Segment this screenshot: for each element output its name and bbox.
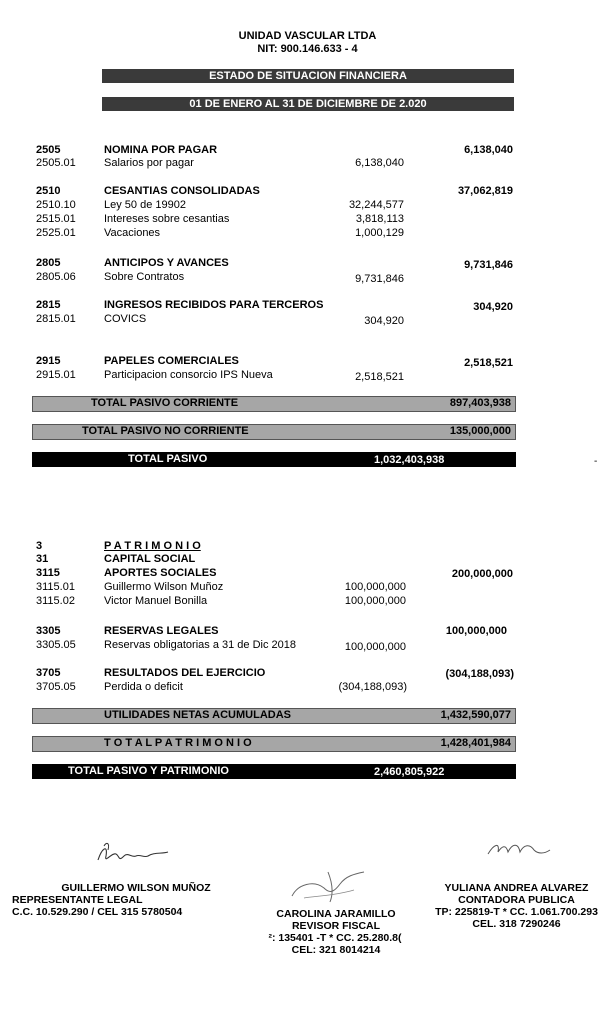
accountant-name: YULIANA ANDREA ALVAREZ [444,882,589,894]
fiscal-auditor-name: CAROLINA JARAMILLO [276,908,396,920]
sub-account-code: 2505.01 [36,157,76,169]
sub-account-name: Sobre Contratos [104,271,185,283]
account-total: 200,000,000 [451,568,513,580]
sub-account-name: Intereses sobre cesantias [104,213,230,225]
sub-account-code: 3115.02 [36,595,75,607]
total-noncurrent-liabilities-label: TOTAL PASIVO NO CORRIENTE [82,425,249,437]
sub-account-name: Ley 50 de 19902 [104,199,186,211]
accountant-role: CONTADORA PUBLICA [458,894,575,906]
account-code: 3115 [36,567,60,579]
accountant-id: TP: 225819-T * CC. 1.061.700.293 [435,906,598,918]
side-mark: - [594,456,598,467]
sub-account-name: Participacion consorcio IPS Nueva [104,369,273,381]
total-liabilities-value: 1,032,403,938 [374,454,445,466]
accountant-phone: CEL. 318 7290246 [472,918,561,930]
company-nit: NIT: 900.146.633 - 4 [257,43,358,55]
sub-account-name: Reservas obligatorias a 31 de Dic 2018 [104,639,297,651]
account-total: 304,920 [473,301,513,313]
total-liabilities-bar [32,452,516,467]
sub-account-amount: 2,518,521 [355,371,404,383]
equity-group-code: 31 [36,553,49,565]
sub-account-code: 3305.05 [36,639,76,651]
sub-account-code: 2510.10 [36,199,76,211]
sub-account-code: 2525.01 [36,227,76,239]
account-code: 2805 [36,257,61,269]
sub-account-name: Victor Manuel Bonilla [104,595,208,607]
legal-representative-name: GUILLERMO WILSON MUÑOZ [61,882,211,894]
account-total: (304,188,093) [445,668,514,680]
accumulated-profits-label: UTILIDADES NETAS ACUMULADAS [104,709,291,721]
account-name: INGRESOS RECIBIDOS PARA TERCEROS [104,299,324,311]
account-name: NOMINA POR PAGAR [104,144,218,156]
account-total: 6,138,040 [464,144,513,156]
sub-account-amount: 6,138,040 [355,157,404,169]
grand-total-bar [32,764,516,779]
total-liabilities-label: TOTAL PASIVO [128,453,208,465]
fiscal-auditor-id: ²: 135401 -T * CC. 25.280.8( [268,932,402,944]
accountant-signature [484,836,554,862]
account-name: APORTES SOCIALES [104,567,217,579]
account-code: 3705 [36,667,61,679]
account-code: 3305 [36,625,61,637]
grand-total-value: 2,460,805,922 [374,766,445,778]
account-code: 2510 [36,185,61,197]
grand-total-label: TOTAL PASIVO Y PATRIMONIO [68,765,229,777]
sub-account-amount: 1,000,129 [355,227,404,239]
legal-representative-signature [92,838,172,868]
sub-account-amount: 32,244,577 [348,199,404,211]
total-equity-value: 1,428,401,984 [440,737,511,749]
equity-class-code: 3 [36,540,43,552]
account-name: ANTICIPOS Y AVANCES [104,257,229,269]
account-total: 100,000,000 [445,625,507,637]
account-name: CESANTIAS CONSOLIDADAS [104,185,260,197]
accumulated-profits-bar [32,708,516,724]
account-name: PAPELES COMERCIALES [104,355,239,367]
sub-account-amount: 9,731,846 [355,273,404,285]
legal-representative-id: C.C. 10.529.290 / CEL 315 5780504 [12,906,183,918]
sub-account-code: 2805.06 [36,271,76,283]
sub-account-name: Guillermo Wilson Muñoz [104,581,224,593]
sub-account-code: 3705.05 [36,681,76,693]
equity-class-name: P A T R I M O N I O [104,540,201,552]
account-total: 37,062,819 [457,185,513,197]
account-code: 2505 [36,144,61,156]
account-name: RESULTADOS DEL EJERCICIO [104,667,266,679]
fiscal-auditor-signature [284,866,374,906]
sub-account-amount: 100,000,000 [344,641,406,653]
sub-account-amount: 100,000,000 [344,595,406,607]
statement-period: 01 DE ENERO AL 31 DE DICIEMBRE DE 2.020 [102,97,514,111]
accumulated-profits-value: 1,432,590,077 [440,709,511,721]
sub-account-name: Perdida o deficit [104,681,183,693]
total-noncurrent-liabilities-value: 135,000,000 [449,425,511,437]
account-total: 2,518,521 [464,357,513,369]
sub-account-code: 2915.01 [36,369,76,381]
sub-account-name: Vacaciones [104,227,161,239]
account-total: 9,731,846 [464,259,513,271]
sub-account-name: Salarios por pagar [104,157,194,169]
total-equity-bar [32,736,516,752]
account-code: 2815 [36,299,61,311]
sub-account-name: COVICS [104,313,147,325]
total-noncurrent-liabilities-bar [32,424,516,440]
account-name: RESERVAS LEGALES [104,625,219,637]
sub-account-amount: 304,920 [364,315,404,327]
sub-account-amount: 100,000,000 [344,581,406,593]
sub-account-amount: 3,818,113 [355,213,404,225]
fiscal-auditor-phone: CEL: 321 8014214 [291,944,381,956]
sub-account-code: 2515.01 [36,213,76,225]
sub-account-code: 3115.01 [36,581,75,593]
equity-group-name: CAPITAL SOCIAL [104,553,196,565]
statement-title: ESTADO DE SITUACION FINANCIERA [102,69,514,83]
sub-account-code: 2815.01 [36,313,76,325]
account-code: 2915 [36,355,61,367]
total-current-liabilities-bar [32,396,516,412]
fiscal-auditor-role: REVISOR FISCAL [291,920,381,932]
sub-account-amount: (304,188,093) [338,681,407,693]
total-current-liabilities-label: TOTAL PASIVO CORRIENTE [91,397,239,409]
total-equity-label: T O T A L P A T R I M O N I O [104,737,252,749]
company-name: UNIDAD VASCULAR LTDA [238,30,377,42]
legal-representative-role: REPRESENTANTE LEGAL [12,894,143,906]
total-current-liabilities-value: 897,403,938 [449,397,511,409]
